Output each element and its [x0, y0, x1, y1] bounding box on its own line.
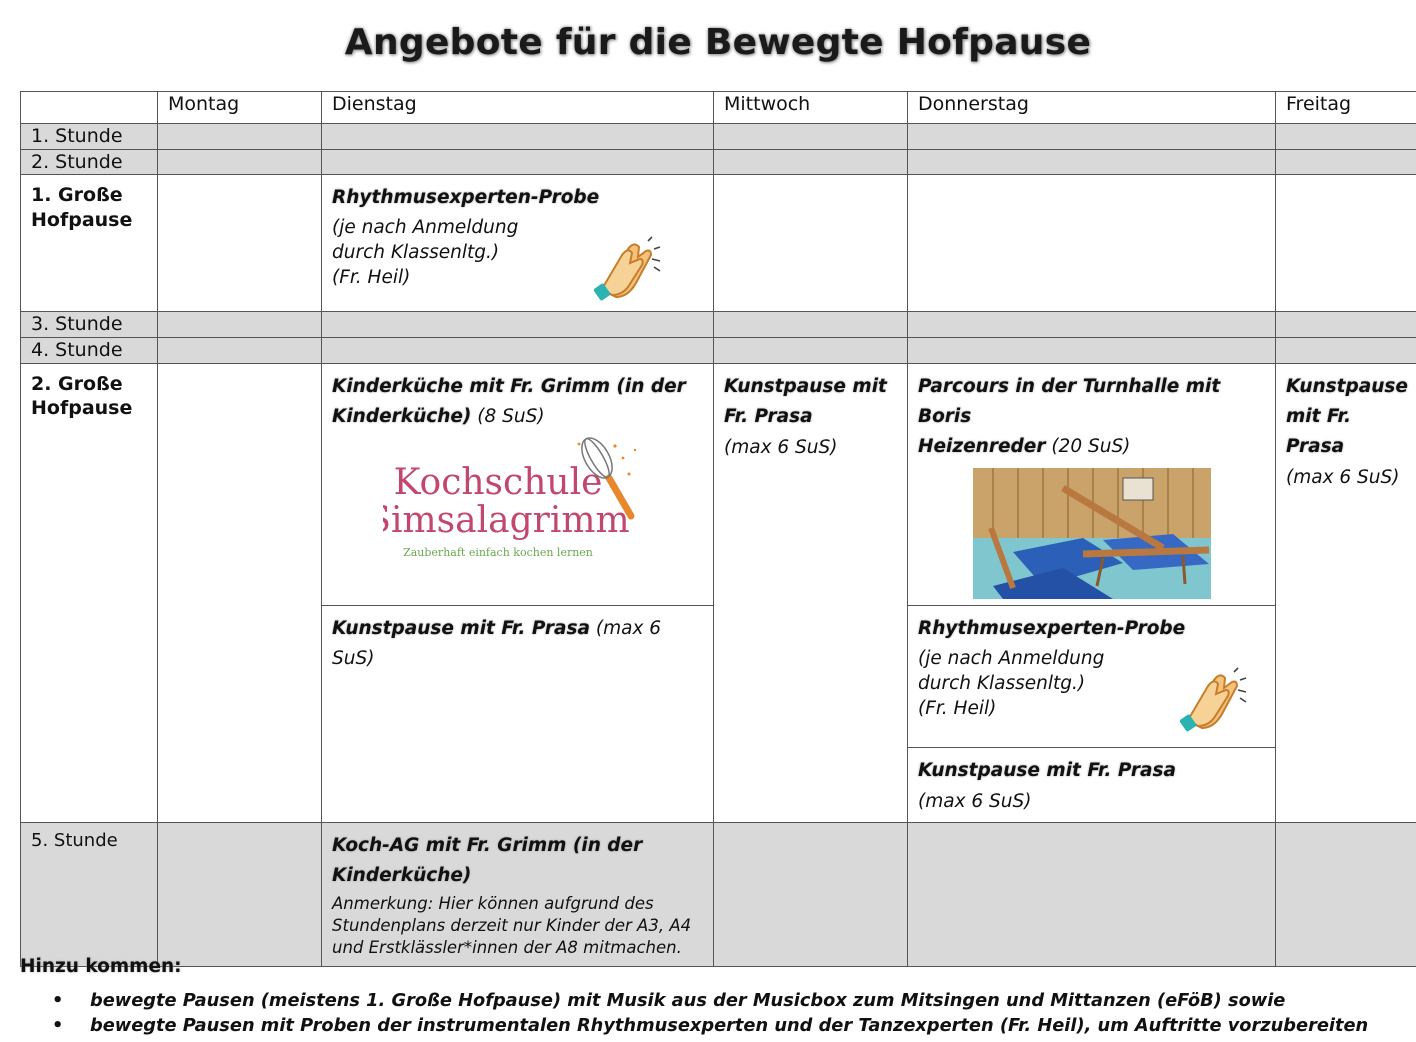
row-grosse-hofpause-1: [21, 175, 1416, 312]
header-friday: Freitag: [1276, 92, 1416, 124]
cell: [1276, 149, 1416, 175]
row-label: 1. Stunde: [21, 124, 158, 150]
page-title: Angebote für die Bewegte Hofpause: [344, 22, 1092, 63]
header-wednesday: Mittwoch: [714, 92, 908, 124]
cell: [714, 312, 908, 338]
activity-note: und Erstklässler*innen der A8 mitmachen.: [332, 938, 682, 958]
cell: [908, 312, 1276, 338]
cell-gp2-monday: [158, 363, 322, 823]
activity-title: Kinderküche mit Fr. Grimm (in der: [332, 375, 686, 397]
cell: [322, 124, 714, 150]
activity-title: Kunstpause mit: [724, 375, 887, 397]
cell: [714, 338, 908, 364]
kochschule-logo-graphic: [383, 436, 653, 566]
footer-heading: Hinzu kommen:: [20, 956, 182, 977]
row-label: [21, 175, 158, 312]
activity-note: (je nach Anmeldung: [918, 648, 1105, 670]
header-monday: Montag: [158, 92, 322, 124]
activity-title: Koch-AG mit Fr. Grimm (in der: [332, 835, 643, 857]
activity-title: mit Fr.: [1286, 405, 1352, 427]
row-stunde-5: [21, 823, 1416, 967]
activity-note: Anmerkung: Hier können aufgrund des: [332, 894, 654, 914]
activity-note: Stundenplans derzeit nur Kinder der A3, A4: [332, 916, 692, 936]
cell: [158, 338, 322, 364]
cell: [1276, 823, 1416, 967]
activity-note: durch Klassenltg.): [918, 673, 1086, 695]
header-tuesday: Dienstag: [322, 92, 714, 124]
bullet: •: [52, 990, 64, 1011]
row-stunde-2: [21, 149, 1416, 175]
row-stunde-1: [21, 124, 1416, 150]
cell: [714, 149, 908, 175]
row-label: 2. Stunde: [21, 149, 158, 175]
footer-item: [52, 1013, 1368, 1038]
cell: [158, 149, 322, 175]
cell-gp2-thursday-parcours: [908, 363, 1276, 606]
activity-title-line: [918, 432, 1265, 462]
activity-title: Kunstpause mit Fr. Prasa: [918, 760, 1176, 782]
row-label: 4. Stunde: [21, 338, 158, 364]
cell: [908, 124, 1276, 150]
cell: [322, 149, 714, 175]
cell: [714, 823, 908, 967]
footer-list: [52, 988, 1368, 1038]
row-label-line: 2. Große: [31, 372, 123, 395]
header-thursday: Donnerstag: [908, 92, 1276, 124]
cell-gp1-friday: [1276, 175, 1416, 312]
cell-gp2-thursday-rhythmus: [908, 606, 1276, 748]
gym-photo: [973, 468, 1211, 599]
cell-s5-tuesday: [322, 823, 714, 967]
cell-gp1-monday: [158, 175, 322, 312]
clapping-hands-icon: [594, 235, 666, 307]
cell: [1276, 312, 1416, 338]
activity-count: (20 SuS): [1045, 435, 1131, 457]
schedule-table: [20, 91, 1416, 967]
footer-item: [52, 988, 1368, 1013]
cell: [158, 124, 322, 150]
activity-title: Prasa: [1286, 435, 1345, 457]
activity-title: Rhythmusexperten-Probe: [918, 618, 1186, 640]
logo-tagline: Zauberhaft einfach kochen lernen: [402, 545, 593, 559]
activity-title-part: Heizenreder: [918, 435, 1046, 457]
row-stunde-3: [21, 312, 1416, 338]
row-label: 3. Stunde: [21, 312, 158, 338]
cell: [1276, 338, 1416, 364]
row-grosse-hofpause-2: [21, 363, 1416, 606]
activity-title-part: Kunstpause mit Fr. Prasa: [332, 618, 590, 640]
cell-gp2-friday: [1276, 363, 1416, 823]
row-label: 5. Stunde: [21, 823, 158, 967]
activity-note: (Fr. Heil): [332, 267, 411, 289]
cell-gp2-tuesday-kinderkueche: [322, 363, 714, 606]
row-stunde-4: [21, 338, 1416, 364]
activity-title: Kinderküche): [332, 865, 472, 887]
activity-count: (max 6 SuS): [918, 791, 1032, 813]
cell-gp1-thursday: [908, 175, 1276, 312]
activity-note: durch Klassenltg.): [332, 242, 500, 264]
activity-count: (8 SuS): [471, 405, 545, 427]
activity-title-line: [332, 614, 703, 674]
header-corner: [21, 92, 158, 124]
activity-count: (max 6 SuS): [724, 436, 838, 458]
cell-gp1-wednesday: [714, 175, 908, 312]
cell-gp1-tuesday: [322, 175, 714, 312]
activity-title: Kunstpause: [1286, 375, 1408, 397]
cell: [1276, 124, 1416, 150]
footer-item-text: bewegte Pausen mit Proben der instrumentalen Rhythmusexperten und der Tanzexperten (Fr. Heil), um Auftritte vorzubereiten: [90, 1015, 1369, 1036]
cell-gp2-wednesday: [714, 363, 908, 823]
cell: [908, 149, 1276, 175]
cell: [908, 338, 1276, 364]
kochschule-logo: [332, 436, 703, 573]
cell: [322, 338, 714, 364]
activity-title: Fr. Prasa: [724, 405, 813, 427]
activity-note: (je nach Anmeldung: [332, 217, 519, 239]
cell-gp2-thursday-kunstpause: [908, 748, 1276, 823]
bullet: •: [52, 1015, 64, 1036]
logo-line-1: Kochschule: [393, 461, 602, 503]
footer-item-text: bewegte Pausen (meistens 1. Große Hofpause) mit Musik aus der Musicbox zum Mitsingen und Mittanzen (eFöB) sowie: [90, 990, 1286, 1011]
activity-count: (max 6 SuS): [332, 618, 662, 670]
activity-block: [332, 183, 703, 290]
cell: [322, 312, 714, 338]
cell: [908, 823, 1276, 967]
cell: [714, 124, 908, 150]
logo-line-2: Simsalagrimm: [382, 499, 630, 541]
row-label-line: 1. Große: [31, 184, 123, 207]
cell: [158, 823, 322, 967]
activity-title-line: [332, 402, 703, 432]
cell-gp2-tuesday-kunstpause: [322, 606, 714, 823]
header-row: [21, 92, 1416, 124]
activity-title: Parcours in der Turnhalle mit Boris: [918, 375, 1221, 427]
activity-title-part: Kinderküche): [332, 405, 472, 427]
row-label-line: Hofpause: [31, 397, 133, 420]
activity-note: (Fr. Heil): [918, 698, 997, 720]
clapping-hands-icon: [1180, 666, 1252, 738]
activity-count: (max 6 SuS): [1286, 466, 1400, 488]
activity-block: [918, 614, 1265, 721]
row-label: [21, 363, 158, 823]
row-label-line: Hofpause: [31, 209, 133, 232]
activity-title: Rhythmusexperten-Probe: [332, 187, 600, 209]
cell: [158, 312, 322, 338]
